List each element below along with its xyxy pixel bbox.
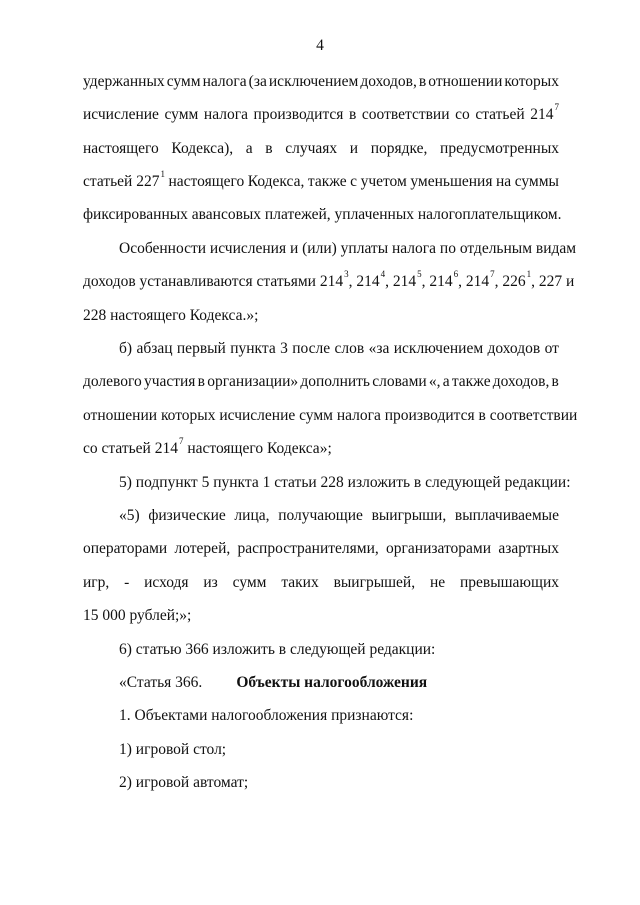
- text-line: долевого участия в организации» дополнить словами «, а также доходов, в: [83, 373, 559, 390]
- text-line: исчисление сумм налога производится в соответствии со статьей $214^7$: [83, 102, 559, 123]
- list-item: 2) игровой автомат;: [119, 774, 249, 791]
- paragraph-start: 1. Объектами налогообложения признаются:: [119, 707, 414, 724]
- text-line: доходов устанавливаются статьями $214^3$, $214^4$, $214^5$, $214^6$, $214^7$, $226^1$, 227 и: [83, 269, 575, 290]
- text-line: со статьей $214^7$ настоящего Кодекса»;: [83, 436, 332, 457]
- text-line: отношении которых исчисление сумм налога производится в соответствии: [83, 407, 578, 424]
- article-label: «Статья 366.: [119, 674, 203, 691]
- text-line: удержанных сумм налога (за исключением доходов, в отношении которых: [83, 73, 559, 90]
- paragraph-start: б) абзац первый пункта 3 после слов «за исключением доходов от: [119, 340, 559, 357]
- paragraph-start: 5) подпункт 5 пункта 1 статьи 228 изложить в следующей редакции:: [119, 474, 571, 491]
- list-item: 1) игровой стол;: [119, 741, 227, 758]
- text-line: операторами лотерей, распространителями, организаторами азартных: [83, 540, 559, 557]
- text-line: игр, - исходя из сумм таких выигрышей, не превышающих: [83, 574, 559, 591]
- page-number: 4: [316, 37, 324, 54]
- text-line: статьей $227^1$ настоящего Кодекса, также с учетом уменьшения на суммы: [83, 169, 559, 190]
- paragraph-start: Особенности исчисления и (или) уплаты налога по отдельным видам: [119, 240, 577, 257]
- paragraph-start: «5) физические лица, получающие выигрыши, выплачиваемые: [119, 507, 559, 524]
- paragraph-start: 6) статью 366 изложить в следующей редакции:: [119, 641, 436, 658]
- text-line: 228 настоящего Кодекса.»;: [83, 307, 259, 324]
- article-heading: [119, 673, 559, 693]
- article-title: Объекты налогообложения: [236, 674, 428, 691]
- text-line: 15 000 рублей;»;: [83, 607, 192, 624]
- text-line: фиксированных авансовых платежей, уплаченных налогоплательщиком.: [83, 206, 562, 223]
- text-line: настоящего Кодекса), а в случаях и порядке, предусмотренных: [83, 140, 559, 157]
